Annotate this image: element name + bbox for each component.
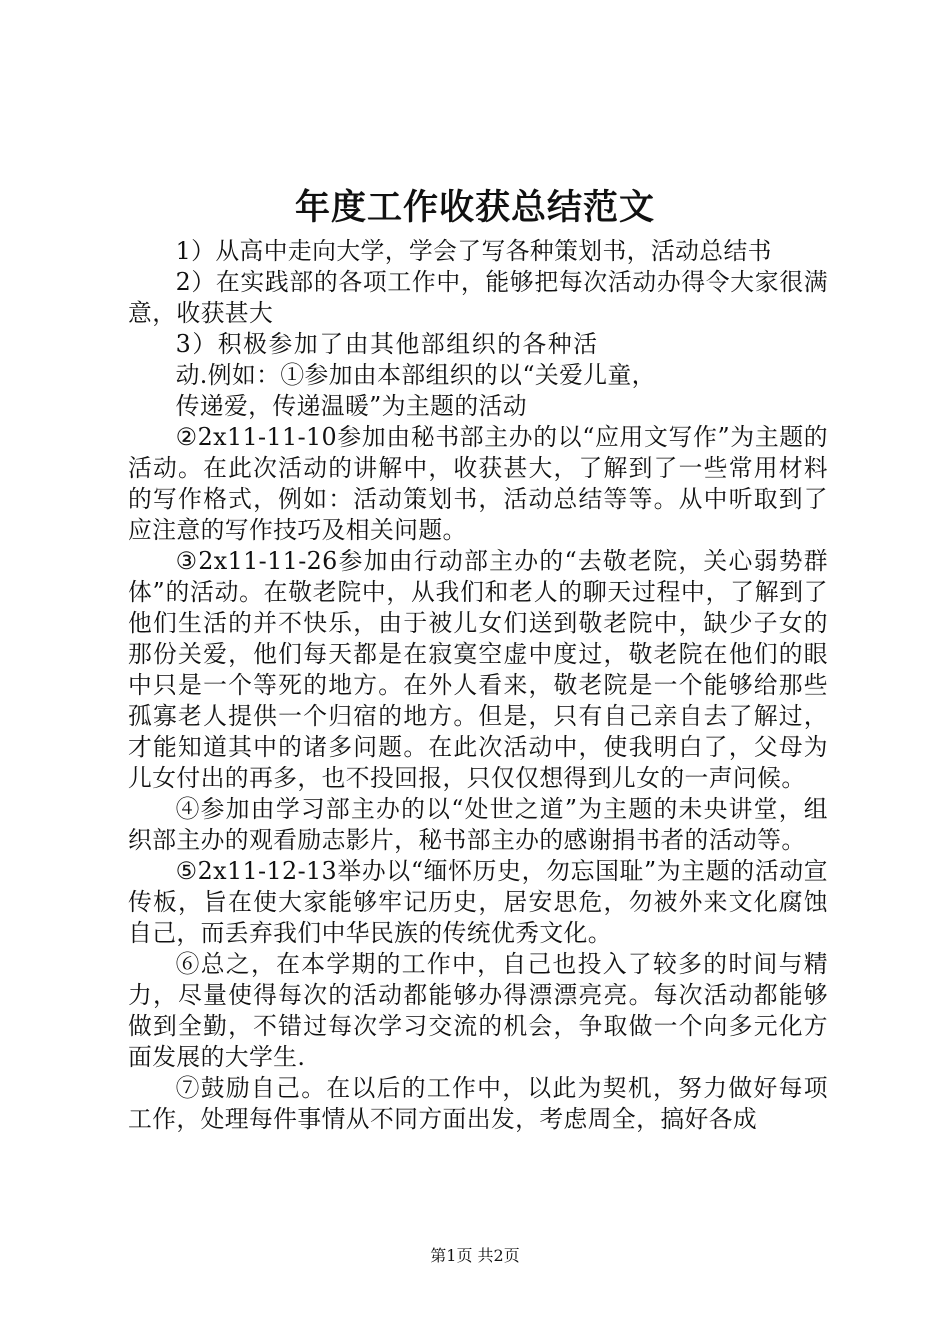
document-body bbox=[128, 236, 828, 1135]
paragraph-11: ⑦鼓励自己。在以后的工作中，以此为契机，努力做好每项工作，处理每件事情从不同方面出发，考虑周全，搞好各成 bbox=[128, 1074, 828, 1133]
paragraph-1: 1）从高中走向大学，学会了写各种策划书，活动总结书 bbox=[175, 237, 772, 265]
paragraph-5: 传递爱，传递温暖”为主题的活动 bbox=[175, 392, 527, 420]
page-footer: 第1页 共2页 bbox=[430, 1246, 520, 1265]
paragraph-6: ②2x11-11-10参加由秘书部主办的以“应用文写作”为主题的活动。在此次活动的讲解中，收获甚大，了解到了一些常用材料的写作格式，例如：活动策划书，活动总结等等。从中听取到了应注意的写作技巧及相关问题。 bbox=[128, 423, 828, 544]
paragraph-7: ③2x11-11-26参加由行动部主办的“去敬老院，关心弱势群体”的活动。在敬老院中，从我们和老人的聊天过程中，了解到了他们生活的并不快乐，由于被儿女们送到敬老院中，缺少子女的那份关爱，他们每天都是在寂寞空虚中度过，敬老院在他们的眼中只是一个等死的地方。在外人看来，敬老院是一个能够给那些孤寡老人提供一个归宿的地方。但是，只有自己亲自去了解过，才能知道其中的诸多问题。在此次活动中，使我明白了，父母为儿女付出的再多，也不投回报，只仅仅想得到儿女的一声问候。 bbox=[128, 547, 828, 792]
paragraph-8: ④参加由学习部主办的以“处世之道”为主题的未央讲堂，组织部主办的观看励志影片，秘书部主办的感谢捐书者的活动等。 bbox=[128, 795, 828, 854]
paragraph-3: 3）积极参加了由其他部组织的各种活 bbox=[175, 330, 599, 358]
paragraph-9: ⑤2x11-12-13举办以“缅怀历史，勿忘国耻”为主题的活动宣传板，旨在使大家能够牢记历史，居安思危，勿被外来文化腐蚀自己，而丢弃我们中华民族的传统优秀文化。 bbox=[128, 857, 828, 947]
paragraph-2: 2）在实践部的各项工作中，能够把每次活动办得令大家很满意，收获甚大 bbox=[128, 268, 828, 327]
paragraph-10: ⑥总之，在本学期的工作中，自己也投入了较多的时间与精力，尽量使得每次的活动都能够办得漂漂亮亮。每次活动都能够做到全勤，不错过每次学习交流的机会，争取做一个向多元化方面发展的大学生. bbox=[128, 950, 828, 1071]
document-title: 年度工作收获总结范文 bbox=[294, 187, 655, 228]
paragraph-4: 动.例如：①参加由本部组织的以“关爱儿童， bbox=[175, 361, 656, 389]
